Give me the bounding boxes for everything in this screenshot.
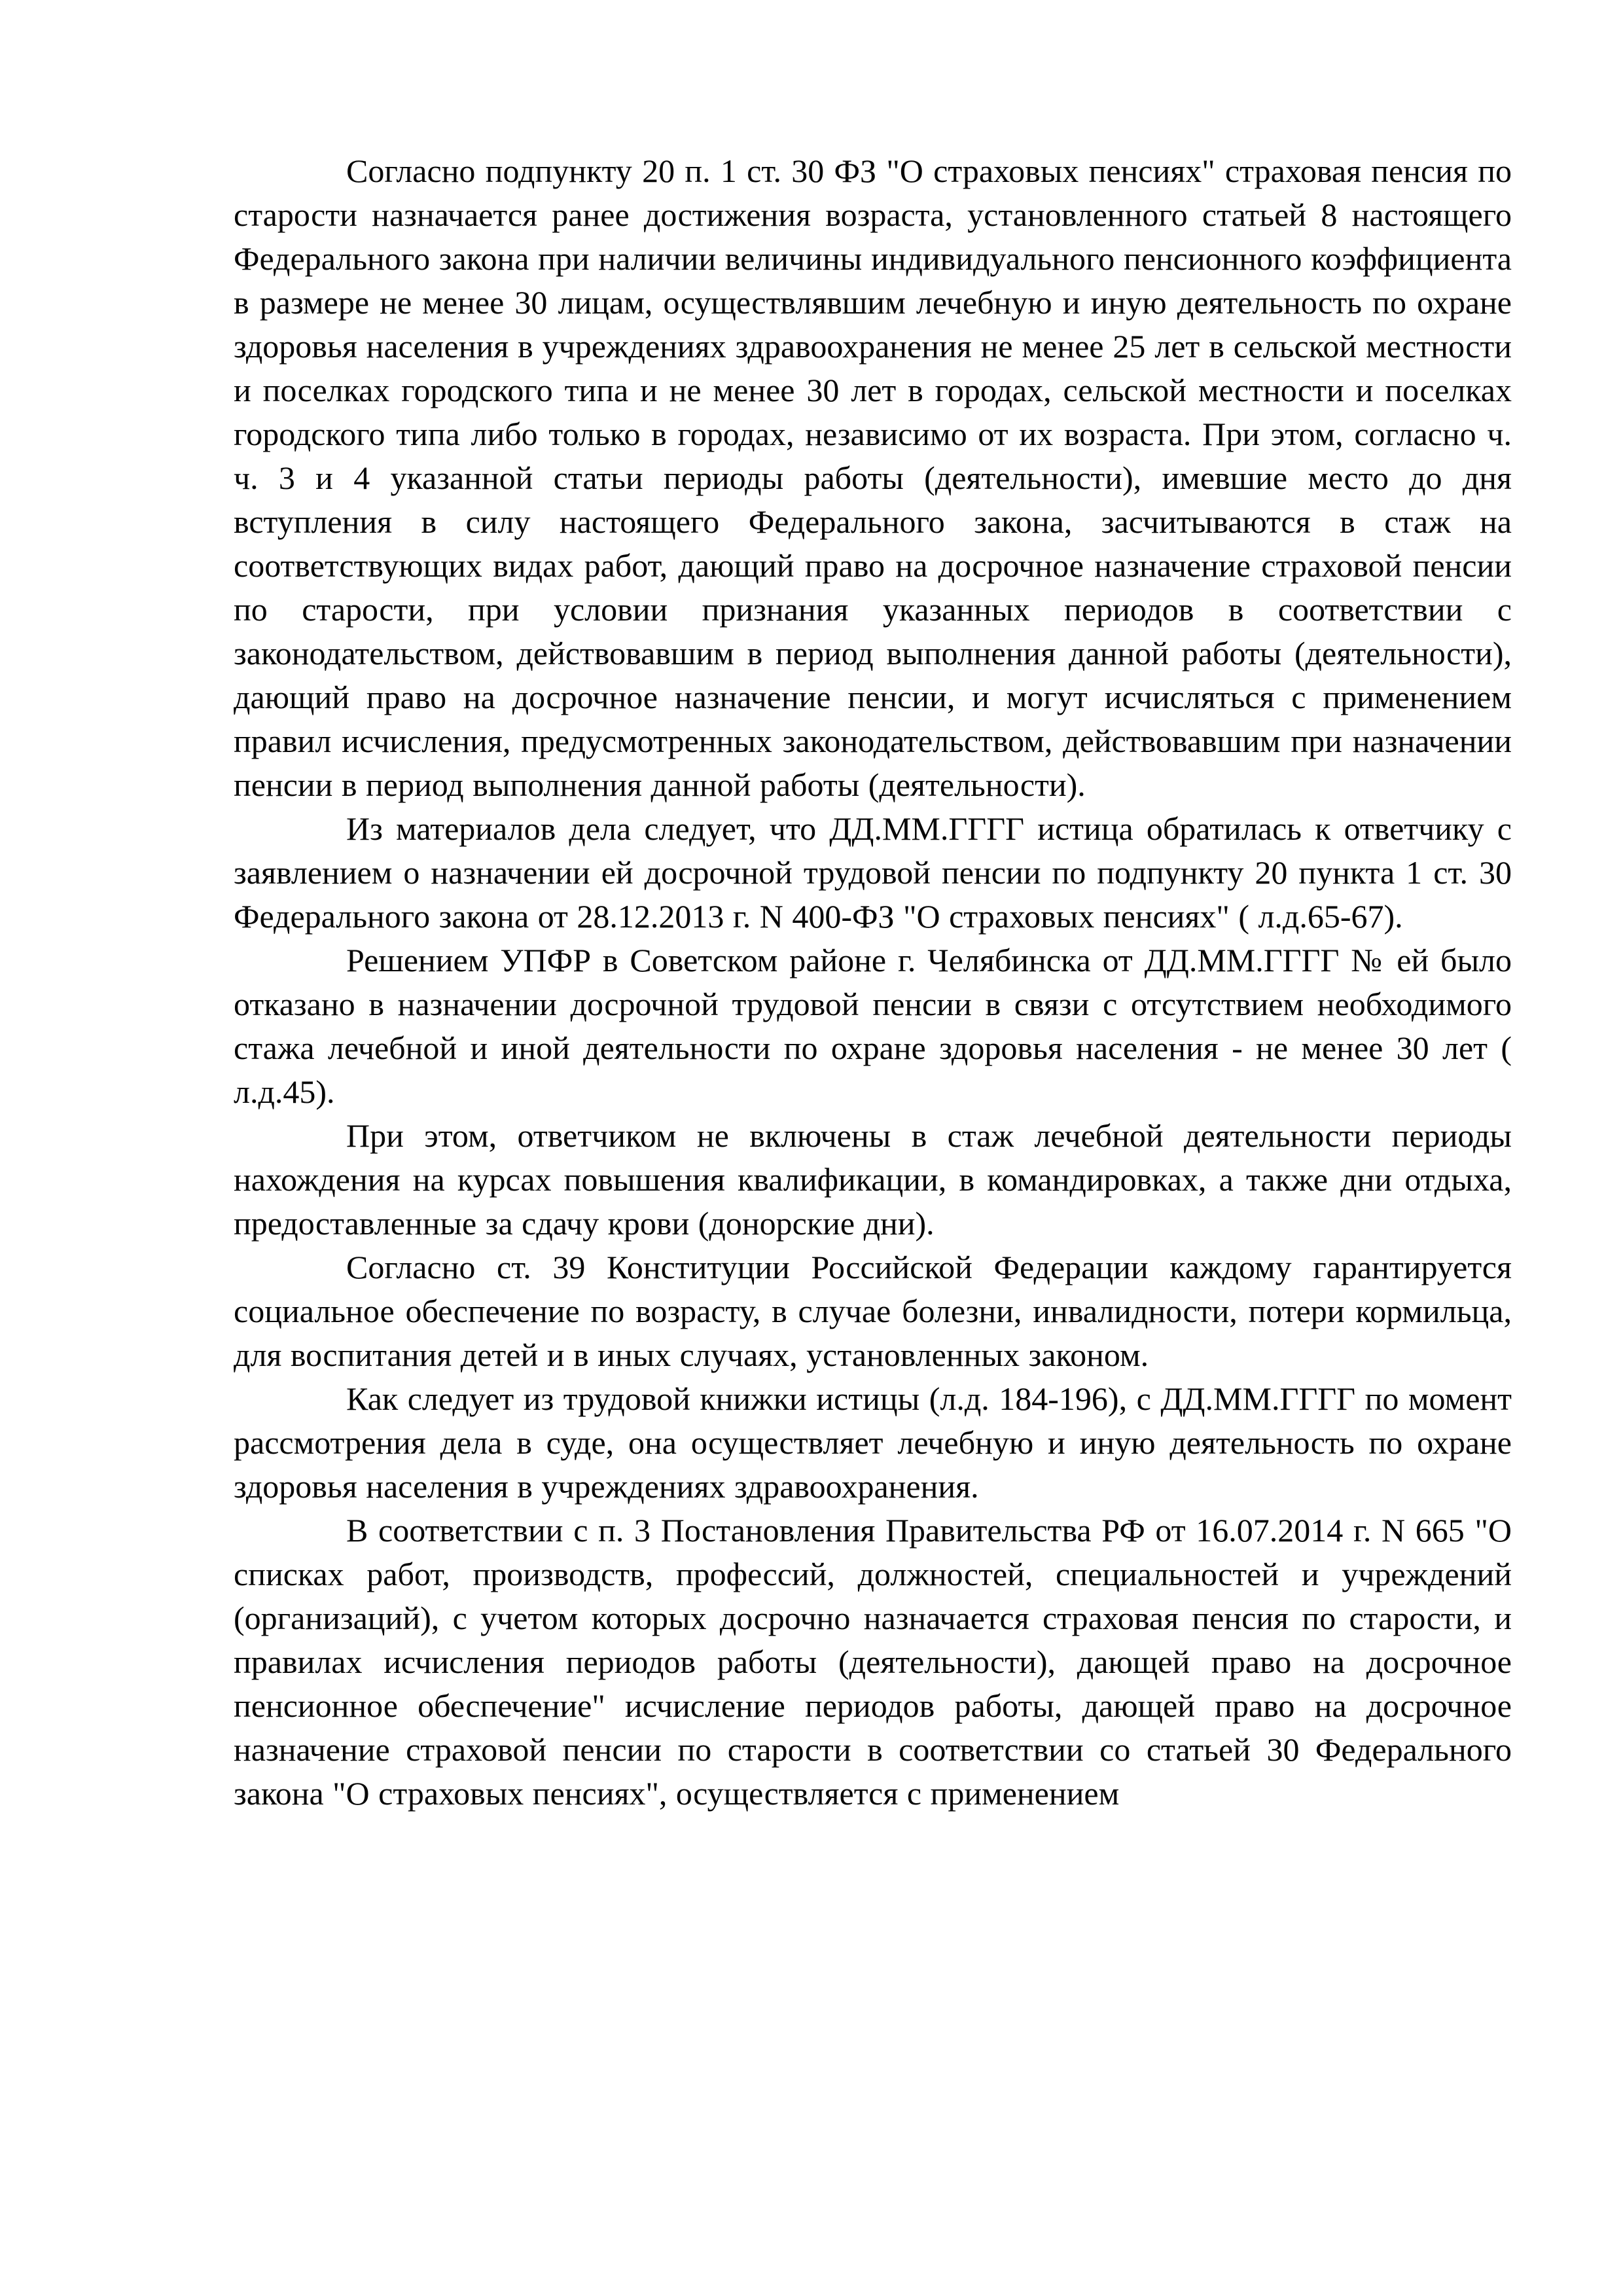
paragraph-excluded-periods: При этом, ответчиком не включены в стаж лечебной деятельности периоды нахождения на курсах повышения квалификации, в командировках, а также дни отдыха, предоставленные за сдачу крови (донорские дни). — [234, 1117, 1512, 1242]
document-body — [234, 149, 1512, 1816]
paragraph-case-materials: Из материалов дела следует, что ДД.ММ.ГГГГ истица обратилась к ответчику с заявлением о назначении ей досрочной трудовой пенсии по подпункту 20 пункта 1 ст. 30 Федерального закона от 28.12.2013 г. N 400-ФЗ "О страховых пенсиях" ( л.д.65-67). — [234, 810, 1512, 935]
paragraph-work-record: Как следует из трудовой книжки истицы (л.д. 184-196), с ДД.ММ.ГГГГ по момент рассмотрения дела в суде, она осуществляет лечебную и иную деятельность по охране здоровья населения в учреждениях здравоохранения. — [234, 1380, 1512, 1505]
paragraph-constitution: Согласно ст. 39 Конституции Российской Федерации каждому гарантируется социальное обеспечение по возрасту, в случае болезни, инвалидности, потери кормильца, для воспитания детей и в иных случаях, установленных законом. — [234, 1249, 1512, 1373]
paragraph-law-basis: Согласно подпункту 20 п. 1 ст. 30 ФЗ "О страховых пенсиях" страховая пенсия по старости назначается ранее достижения возраста, установленного статьей 8 настоящего Федерального закона при наличии величины индивидуального пенсионного коэффициента в размере не менее 30 лицам, осуществлявшим лечебную и иную деятельность по охране здоровья населения в учреждениях здравоохранения не менее 25 лет в сельской местности и поселках городского типа и не менее 30 лет в городах, сельской местности и поселках городского типа либо только в городах, независимо от их возраста. При этом, согласно ч. ч. 3 и 4 указанной статьи периоды работы (деятельности), имевшие место до дня вступления в силу настоящего Федерального закона, засчитываются в стаж на соответствующих видах работ, дающий право на досрочное назначение страховой пенсии по старости, при условии признания указанных периодов в соответствии с законодательством, действовавшим в период выполнения данной работы (деятельности), дающий право на досрочное назначение пенсии, и могут исчисляться с применением правил исчисления, предусмотренных законодательством, действовавшим при назначении пенсии в период выполнения данной работы (деятельности). — [234, 152, 1512, 803]
paragraph-upfr-decision: Решением УПФР в Советском районе г. Челябинска от ДД.ММ.ГГГГ № ей было отказано в назначении досрочной трудовой пенсии в связи с отсутствием необходимого стажа лечебной и иной деятельности по охране здоровья населения - не менее 30 лет ( л.д.45). — [234, 942, 1512, 1110]
paragraph-government-resolution: В соответствии с п. 3 Постановления Правительства РФ от 16.07.2014 г. N 665 "О списках работ, производств, профессий, должностей, специальностей и учреждений (организаций), с учетом которых досрочно назначается страховая пенсия по старости, и правилах исчисления периодов работы (деятельности), дающей право на досрочное пенсионное обеспечение" исчисление периодов работы, дающей право на досрочное назначение страховой пенсии по старости в соответствии со статьей 30 Федерального закона "О страховых пенсиях", осуществляется с применением — [234, 1512, 1512, 1812]
